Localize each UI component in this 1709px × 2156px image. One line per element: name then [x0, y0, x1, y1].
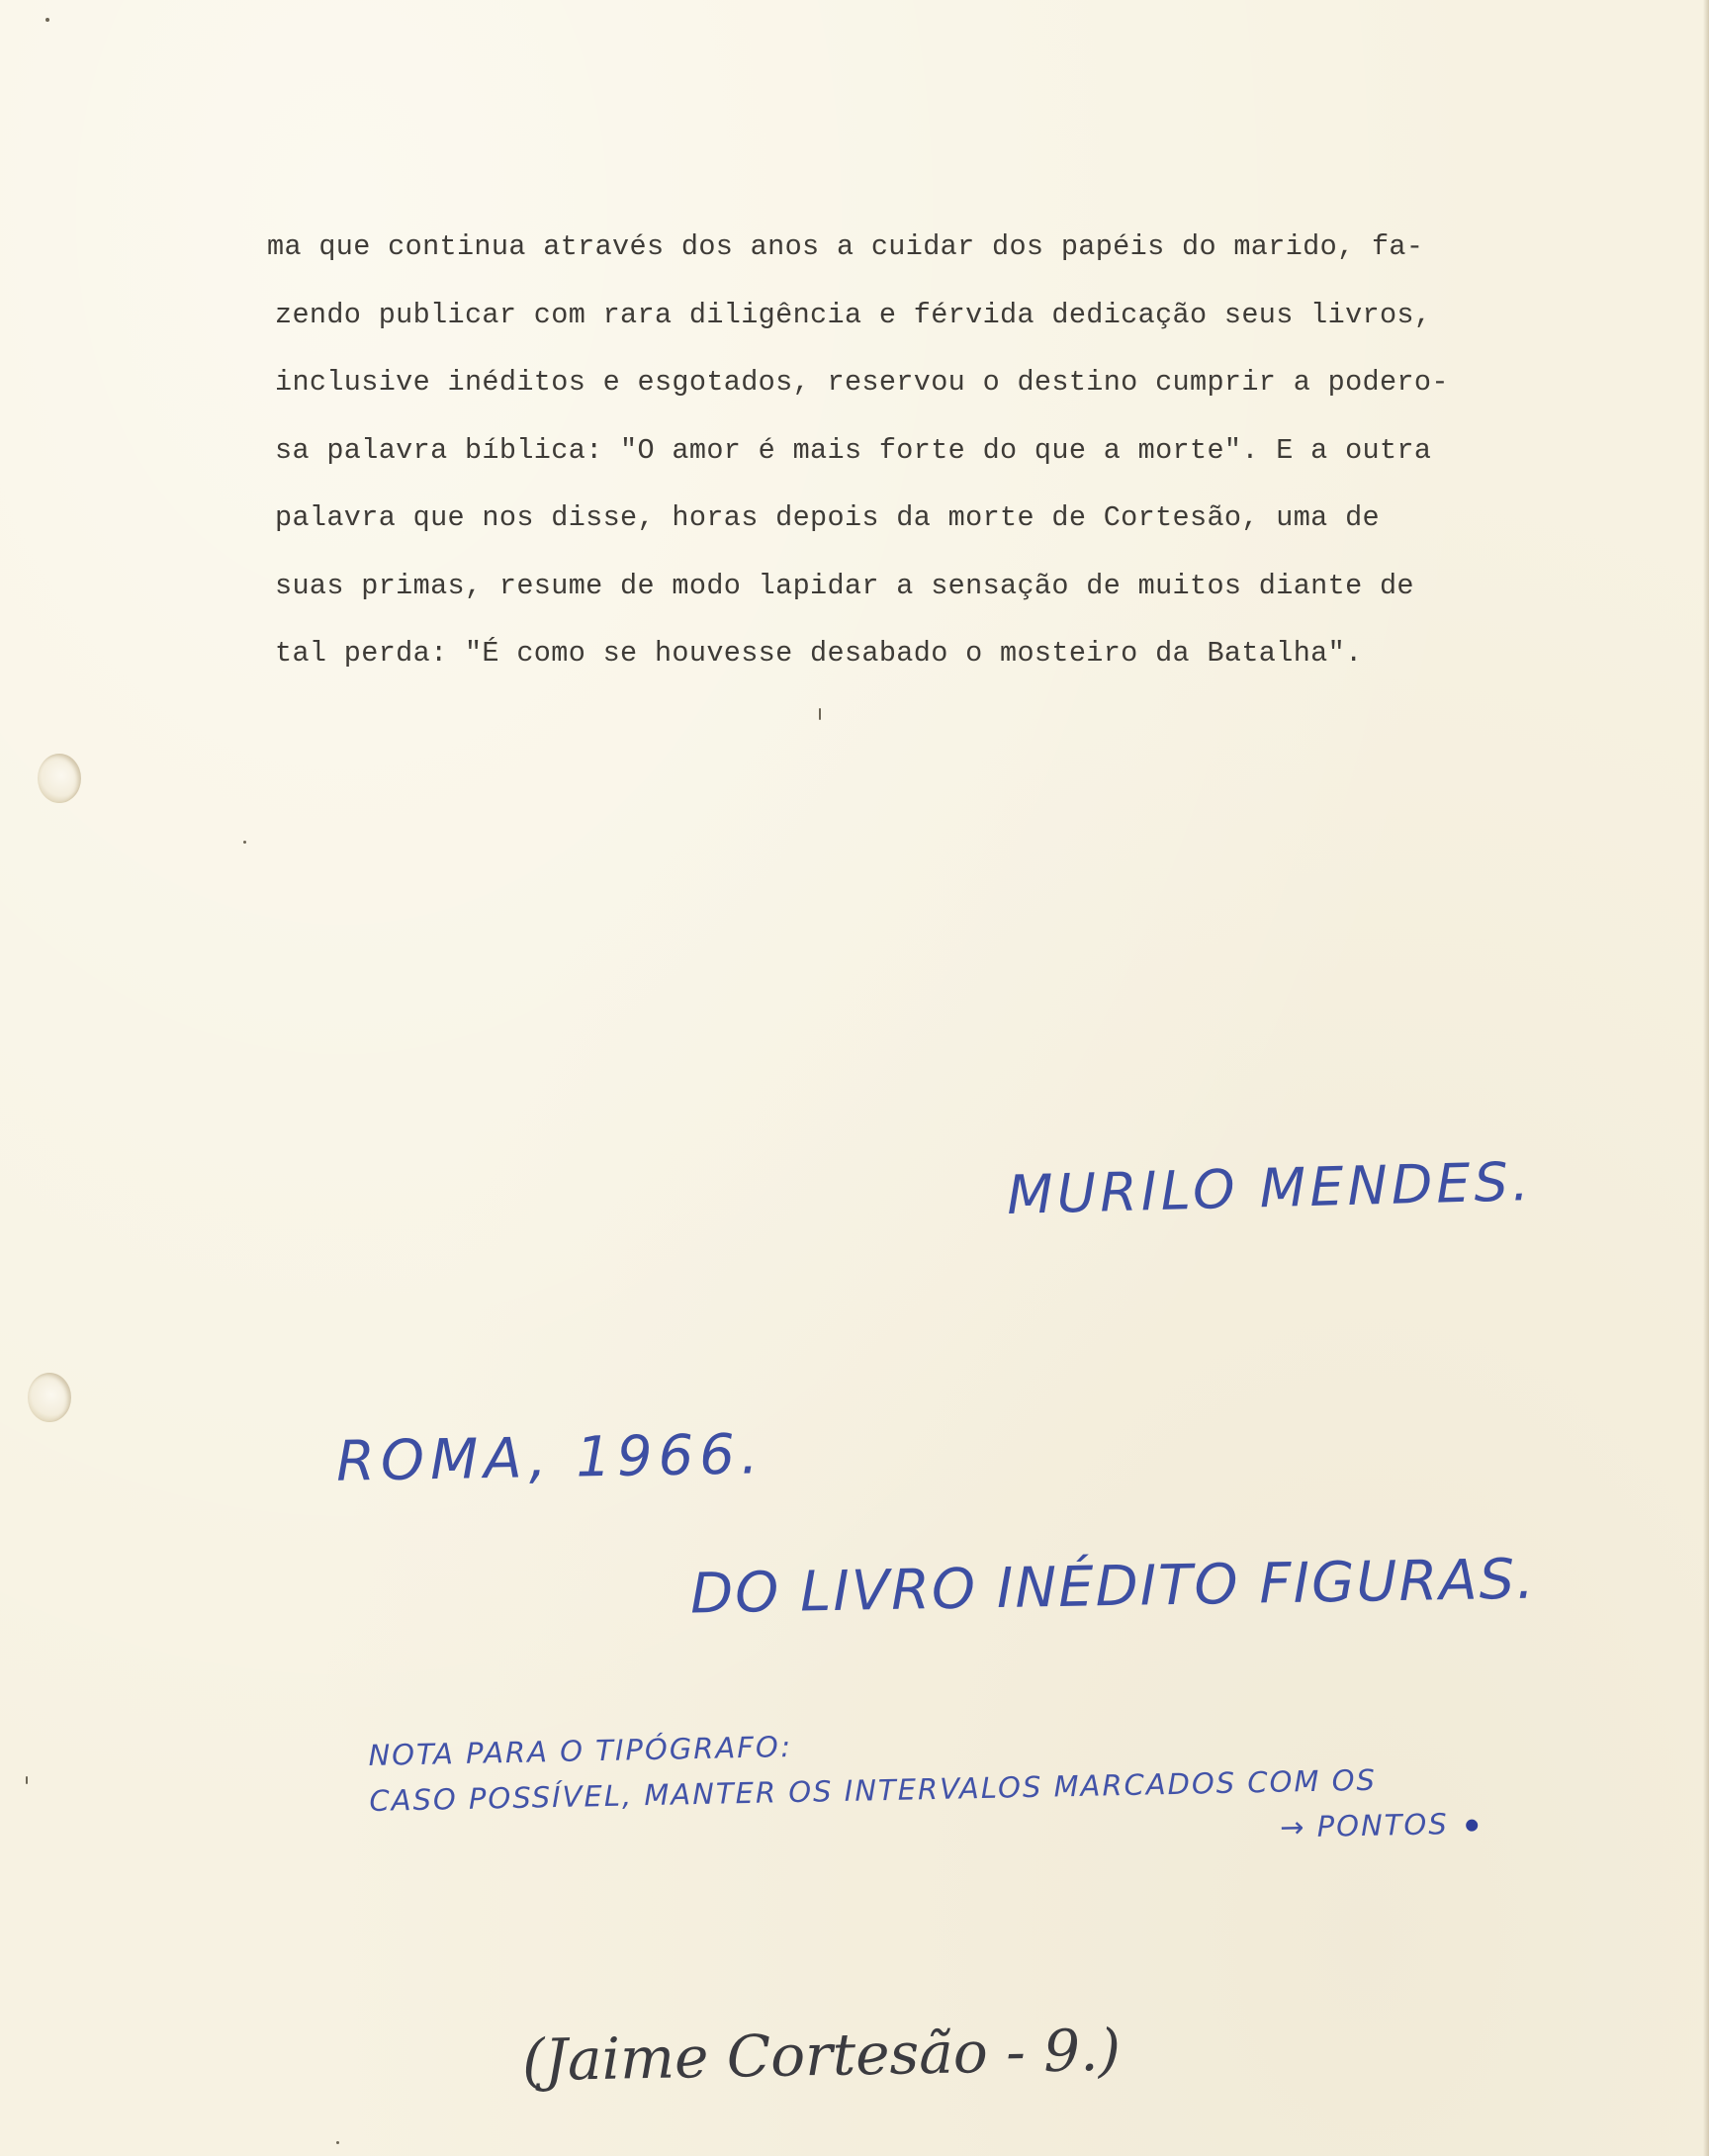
archive-reference: (Jaime Cortesão - 9.)	[521, 2016, 1122, 2095]
paper-speck	[45, 18, 49, 22]
paper-speck	[243, 841, 246, 844]
handwritten-book-note: DO LIVRO INÉDITO FIGURAS.	[689, 1547, 1537, 1627]
typed-line: palavra que nos disse, horas depois da morte de Cortesão, uma de	[275, 501, 1380, 534]
printer-note-line: NOTA PARA O TIPÓGRAFO:	[368, 1730, 793, 1772]
punch-hole	[38, 754, 81, 803]
paper-speck	[336, 2141, 339, 2144]
period-dot	[1467, 1820, 1479, 1832]
printer-note-line: CASO POSSÍVEL, MANTER OS INTERVALOS MARCADOS COM OS	[369, 1762, 1378, 1818]
handwritten-printer-note	[368, 1705, 1686, 1869]
typed-paragraph	[267, 214, 1640, 688]
typed-line: zendo publicar com rara diligência e férvida dedicação seus livros,	[275, 298, 1432, 331]
handwritten-signature: MURILO MENDES.	[1006, 1150, 1534, 1226]
typed-line: ma que continua através dos anos a cuidar dos papéis do marido, fa-	[267, 230, 1424, 263]
punch-hole	[28, 1373, 71, 1422]
paper-edge	[1703, 0, 1709, 2156]
printer-note-pointer: → PONTOS	[1279, 1807, 1450, 1844]
typed-line: sa palavra bíblica: "O amor é mais forte do que a morte". E a outra	[275, 433, 1432, 467]
paper-speck	[819, 708, 821, 720]
typed-line: suas primas, resume de modo lapidar a sensação de muitos diante de	[275, 569, 1414, 602]
typed-line: tal perda: "É como se houvesse desabado o mosteiro da Batalha".	[275, 637, 1363, 670]
paper-speck	[26, 1776, 28, 1784]
handwritten-place-date: ROMA, 1966.	[335, 1422, 765, 1494]
typed-line: inclusive inéditos e esgotados, reservou o destino cumprir a podero-	[275, 366, 1449, 399]
